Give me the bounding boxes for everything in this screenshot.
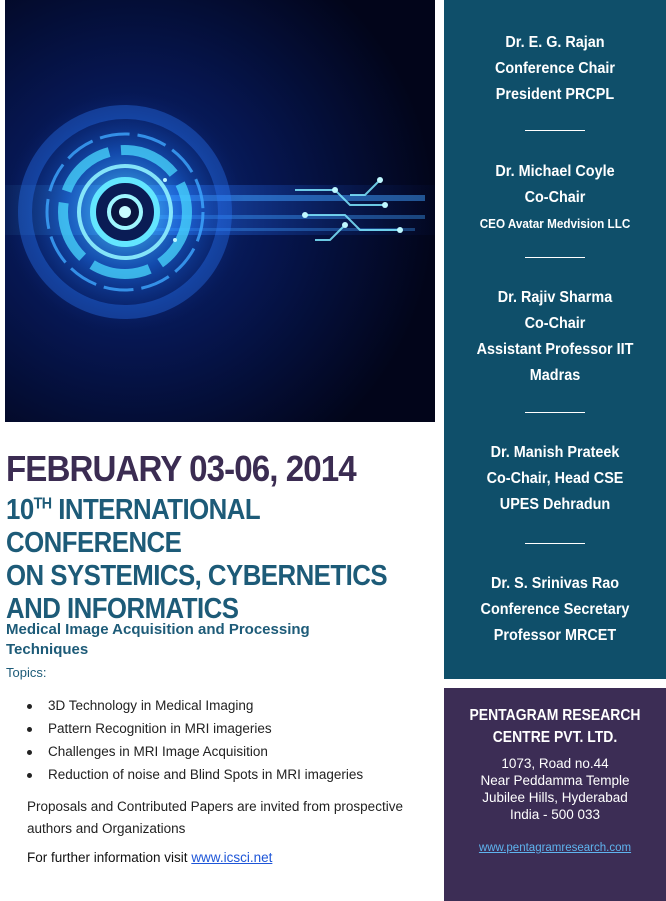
conference-title [6, 494, 424, 626]
member-affiliation: President PRCPL [495, 86, 615, 103]
list-item [27, 720, 363, 743]
divider [525, 543, 585, 544]
divider [525, 412, 585, 413]
conference-title-line-3: AND INFORMATICS [6, 593, 239, 625]
conference-title-text-1: INTERNATIONAL CONFERENCE [6, 494, 260, 559]
member-role: Co-Chair [524, 189, 586, 206]
organizer-name-line-1: PENTAGRAM RESEARCH [469, 707, 641, 724]
address-line: Jubilee Hills, Hyderabad [482, 790, 628, 805]
divider [525, 130, 585, 131]
bullet-icon [27, 704, 32, 709]
member-affiliation: Professor MRCET [493, 627, 617, 644]
list-item [27, 766, 363, 789]
conference-title-line-2: ON SYSTEMICS, CYBERNETICS [6, 560, 388, 592]
bullet-icon [27, 773, 32, 778]
address-line: Near Peddamma Temple [480, 773, 630, 788]
list-item [27, 743, 363, 766]
event-date: FEBRUARY 03-06, 2014 [6, 448, 356, 489]
member-role: Co-Chair [524, 315, 586, 332]
member-affiliation-2: Madras [529, 367, 581, 384]
call-for-papers-text: Proposals and Contributed Papers are invited from prospective authors and Organizations [27, 799, 403, 836]
organizer-name-line-2: CENTRE PVT. LTD. [492, 729, 618, 746]
topics-label: Topics: [6, 665, 47, 680]
conference-title-line-1 [6, 494, 424, 560]
member-name: Dr. E. G. Rajan [505, 34, 605, 51]
member-name: Dr. S. Srinivas Rao [490, 575, 620, 592]
topic-text: Reduction of noise and Blind Spots in MRI imageries [48, 767, 364, 782]
member-affiliation: UPES Dehradun [499, 496, 611, 513]
committee-member [444, 285, 666, 389]
bullet-icon [27, 750, 32, 755]
committee-member [444, 440, 666, 518]
further-info-text: For further information visit [27, 850, 192, 865]
member-affiliation: Assistant Professor IIT [476, 341, 634, 358]
topic-list [27, 697, 363, 789]
digital-eye-illustration [5, 0, 435, 422]
ordinal-suffix: TH [33, 495, 52, 513]
member-role: Conference Chair [494, 60, 616, 77]
organizer-name [455, 705, 655, 749]
list-item [27, 697, 363, 720]
organizer-website-link[interactable]: www.pentagramresearch.com [478, 842, 632, 854]
topic-text: Pattern Recognition in MRI imageries [48, 721, 272, 736]
committee-member [444, 159, 666, 237]
committee-member [444, 571, 666, 649]
hero-image [5, 0, 435, 422]
conference-number: 10 [6, 494, 34, 526]
organizer-box [444, 688, 666, 901]
member-name: Dr. Rajiv Sharma [497, 289, 613, 306]
further-info [27, 850, 272, 865]
organizer-address [444, 755, 666, 823]
committee-panel [444, 0, 666, 679]
committee-member [444, 30, 666, 108]
member-role: Co-Chair, Head CSE [486, 470, 624, 487]
member-affiliation: CEO Avatar Medvision LLC [479, 216, 631, 231]
address-line: India - 500 033 [509, 807, 601, 822]
topic-text: 3D Technology in Medical Imaging [48, 698, 254, 713]
member-name: Dr. Michael Coyle [495, 163, 615, 180]
topic-text: Challenges in MRI Image Acquisition [48, 744, 268, 759]
topic-heading: Medical Image Acquisition and Processing Techniques [6, 621, 310, 658]
member-role: Conference Secretary [480, 601, 630, 618]
address-line: 1073, Road no.44 [501, 756, 609, 771]
divider [525, 257, 585, 258]
website-link[interactable]: www.icsci.net [191, 850, 273, 865]
bullet-icon [27, 727, 32, 732]
member-name: Dr. Manish Prateek [490, 444, 620, 461]
